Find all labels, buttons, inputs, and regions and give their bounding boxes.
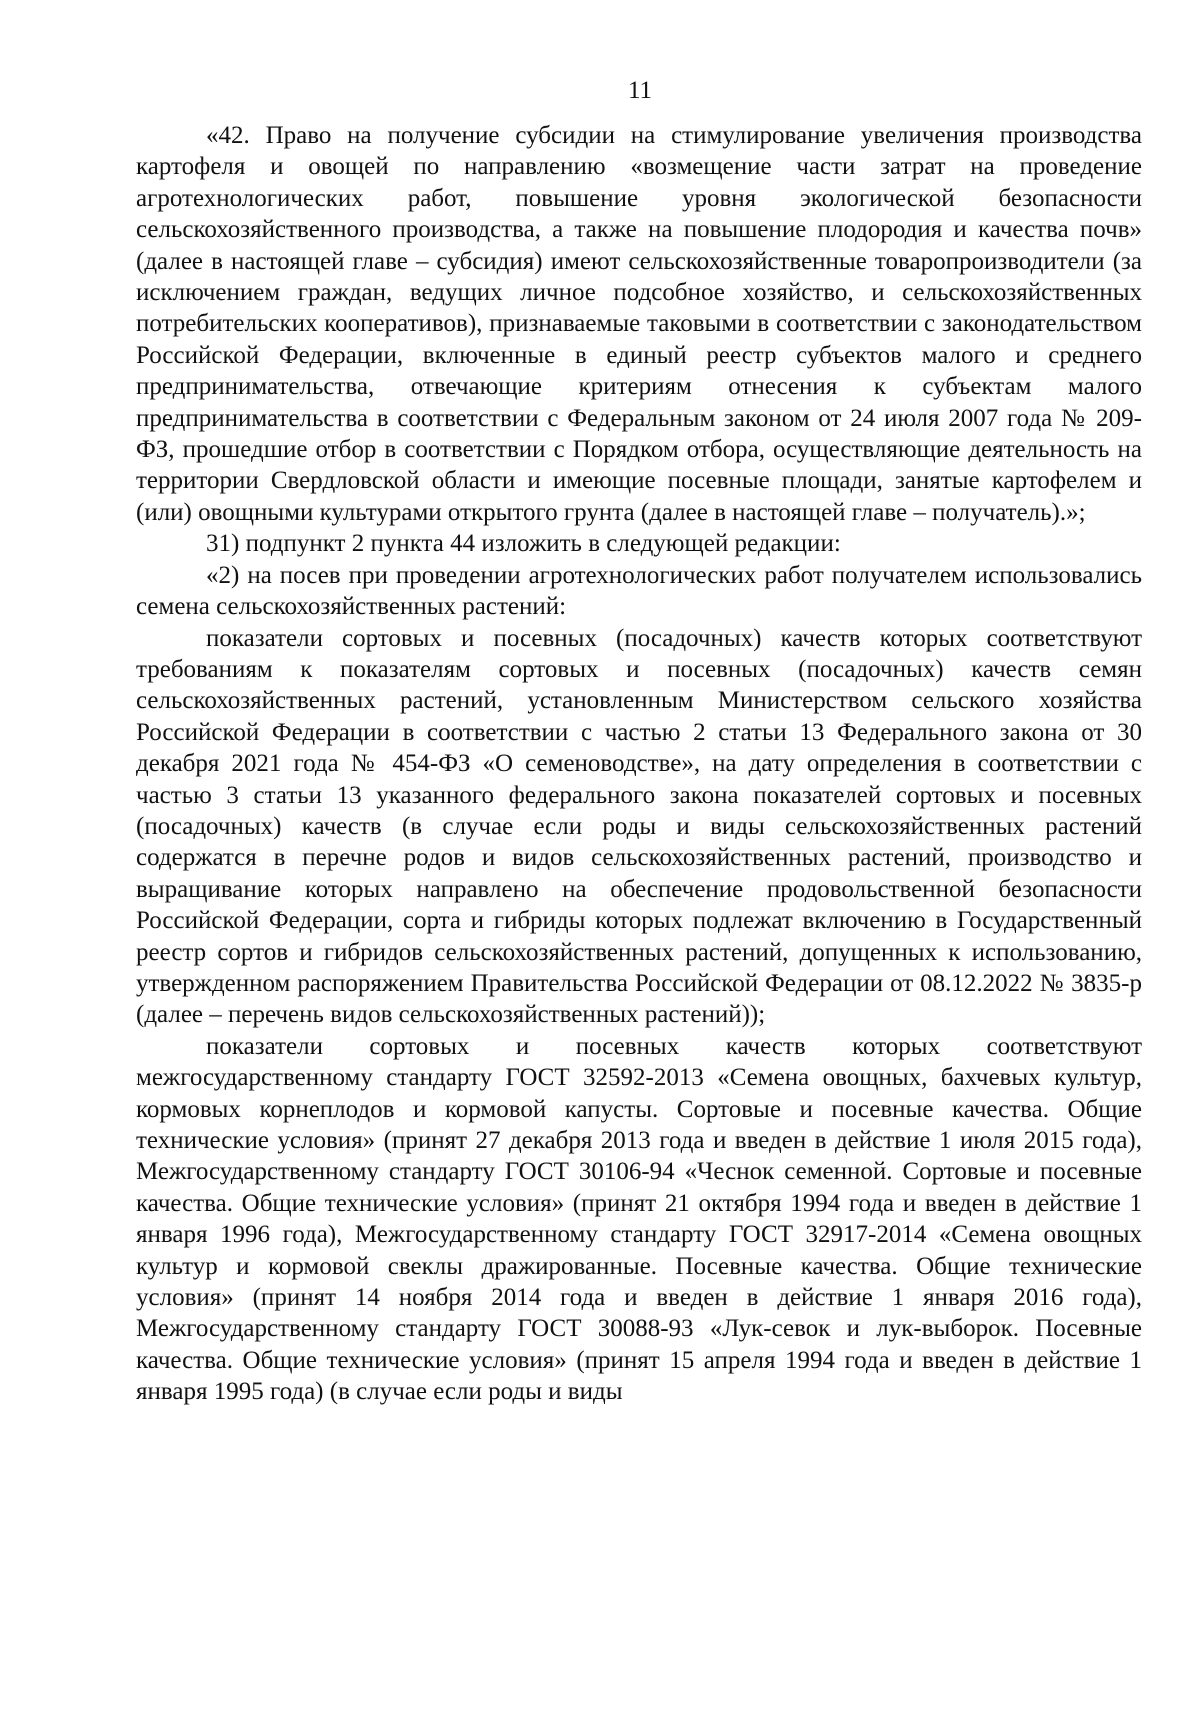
document-body xyxy=(136,120,1142,1408)
paragraph-seed-quality-requirements: показатели сортовых и посевных (посадочных) качеств которых соответствуют требованиям к показателям сортовых и посевных (посадочных) качеств семян сельскохозяйственных растений, установленным Министерством сельского хозяйства Российской Федерации в соответствии с частью 2 статьи 13 Федерального закона от 30 декабря 2021 года № 454-ФЗ «О семеноводстве», на дату определения в соответствии с частью 3 статьи 13 указанного федерального закона показателей сортовых и посевных (посадочных) качеств (в случае если роды и виды сельскохозяйственных растений содержатся в перечне родов и видов сельскохозяйственных растений, производство и выращивание которых направлено на обеспечение продовольственной безопасности Российской Федерации, сорта и гибриды которых подлежат включению в Государственный реестр сортов и гибридов сельскохозяйственных растений, допущенных к использованию, утвержденном распоряжением Правительства Российской Федерации от 08.12.2022 № 3835-р (далее – перечень видов сельскохозяйственных растений)); xyxy=(136,624,1142,1029)
page-number: 11 xyxy=(627,77,653,104)
paragraph-gost-standards: показатели сортовых и посевных качеств которых соответствуют межгосударственному стандарту ГОСТ 32592-2013 «Семена овощных, бахчевых культур, кормовых корнеплодов и кормовой капусты. Сортовые и посевные качества. Общие технические условия» (принят 27 декабря 2013 года и введен в действие 1 июля 2015 года), Межгосударственному стандарту ГОСТ 30106-94 «Чеснок семенной. Сортовые и посевные качества. Общие технические условия» (принят 21 октября 1994 года и введен в действие 1 января 1996 года), Межгосударственному стандарту ГОСТ 32917-2014 «Семена овощных культур и кормовой свеклы дражированные. Посевные качества. Общие технические условия» (принят 14 ноября 2014 года и введен в действие 1 января 2016 года), Межгосударственному стандарту ГОСТ 30088-93 «Лук-севок и лук-выборок. Посевные качества. Общие технические условия» (принят 15 апреля 1994 года и введен в действие 1 января 1995 года) (в случае если роды и виды xyxy=(136,1032,1142,1406)
paragraph-2-seeds-used: «2) на посев при проведении агротехнологических работ получателем использовались семена сельскохозяйственных растений: xyxy=(136,561,1142,621)
paragraph-42-subsidy-right: «42. Право на получение субсидии на стимулирование увеличения производства картофеля и овощей по направлению «возмещение части затрат на проведение агротехнологических работ, повышение уровня экологической безопасности сельскохозяйственного производства, а также на повышение плодородия и качества почв» (далее в настоящей главе – субсидия) имеют сельскохозяйственные товаропроизводители (за исключением граждан, ведущих личное подсобное хозяйство, и сельскохозяйственных потребительских кооперативов), признаваемые таковыми в соответствии с законодательством Российской Федерации, включенные в единый реестр субъектов малого и среднего предпринимательства, отвечающие критериям отнесения к субъектам малого предпринимательства в соответствии с Федеральным законом от 24 июля 2007 года № 209-ФЗ, прошедшие отбор в соответствии с Порядком отбора, осуществляющие деятельность на территории Свердловской области и имеющие посевные площади, занятые картофелем и (или) овощными культурами открытого грунта (далее в настоящей главе – получатель).»; xyxy=(136,122,1142,526)
paragraph-31-amendment: 31) подпункт 2 пункта 44 изложить в следующей редакции: xyxy=(206,530,841,558)
